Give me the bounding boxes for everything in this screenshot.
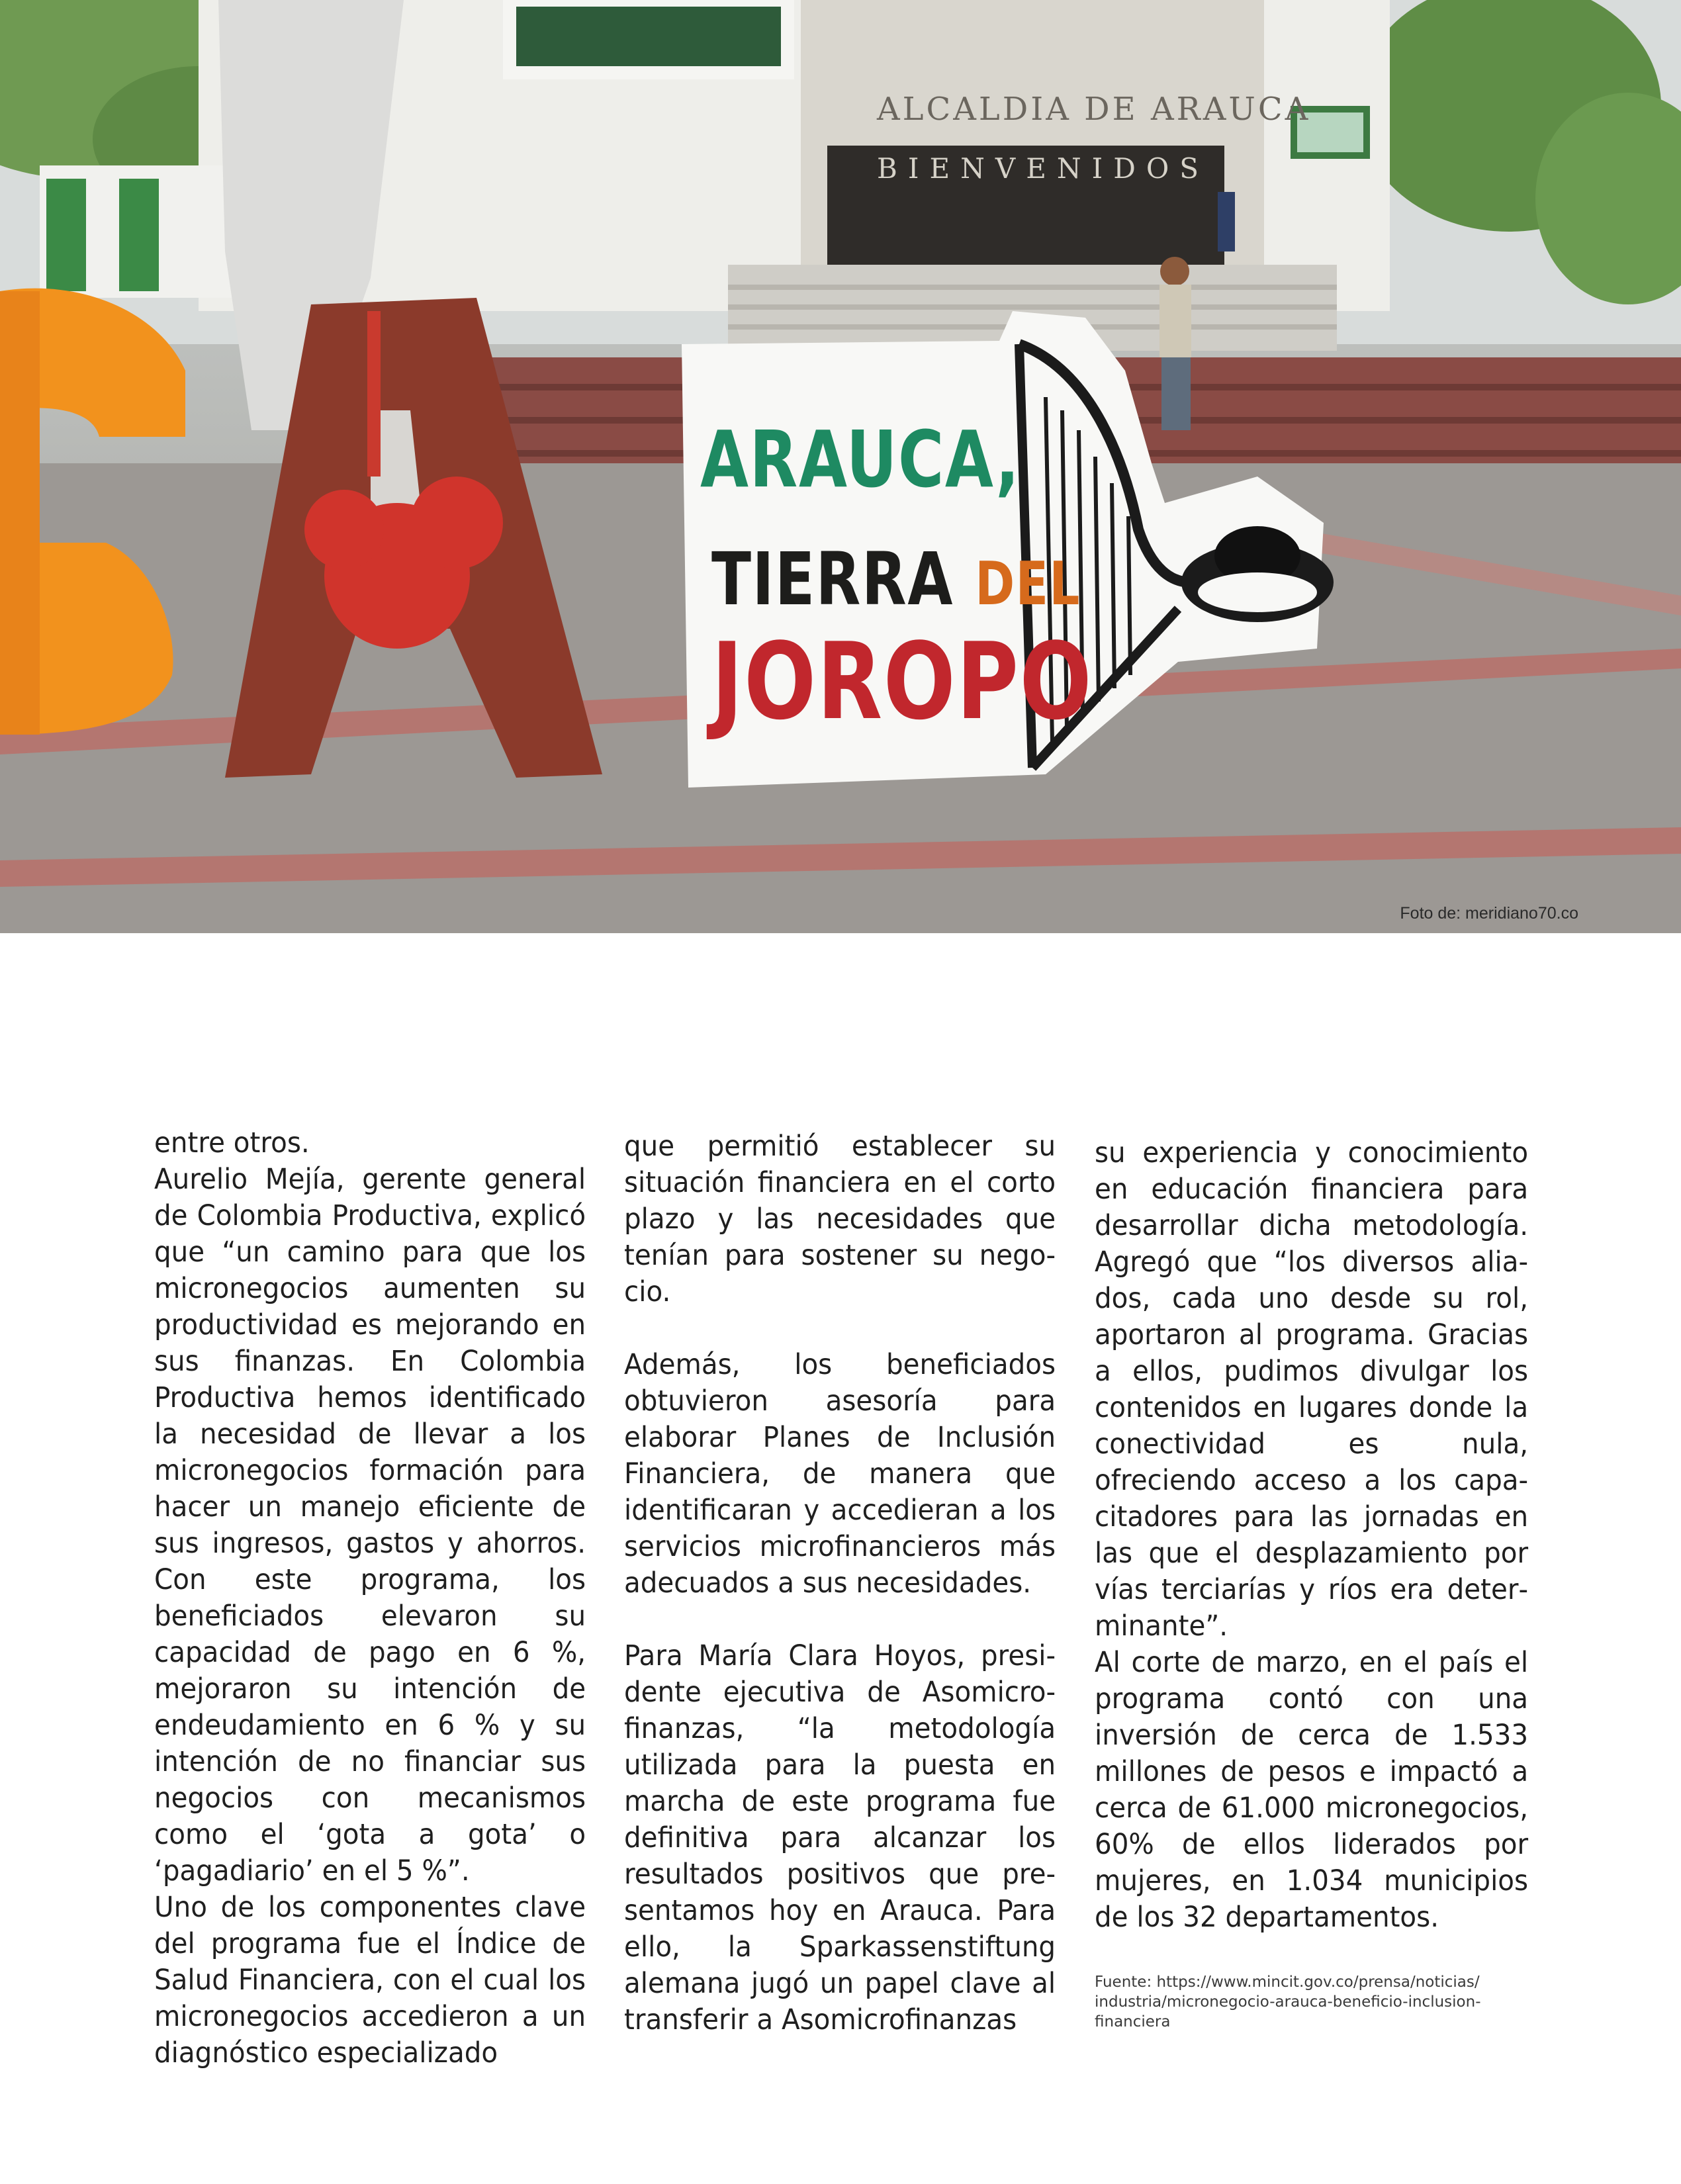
sign-word-tierra: TIERRA [711, 537, 976, 621]
source-line: financiera [1095, 2013, 1171, 2030]
paragraph: Uno de los componentes clave del programa fue el Índice de Salud Financiera, con el cual los micronegocios accedieron a un diagnóstico especializado [154, 1891, 586, 2070]
article-photo [0, 0, 1681, 933]
sign-line-arauca: ARAUCA, [700, 414, 1021, 505]
sign-line-tierra [711, 537, 1081, 621]
article-column-3 [1095, 1135, 1528, 1936]
building-sign: ALCALDIA DE ARAUCA [877, 91, 1311, 128]
paragraph: Además, los beneficiados obtuvieron asesoría para elaborar Planes de Inclusión Financiera, de manera que identificaran y accedieran a los servicios microfinancieros más adecuados a sus necesidades. [624, 1348, 1056, 1600]
paragraph: entre otros. [154, 1126, 310, 1160]
source-note [1095, 1972, 1525, 2032]
source-line: Fuente: https://www.mincit.gov.co/prensa/noticias/ [1095, 1974, 1480, 1991]
sign-line-joropo: JOROPO [711, 619, 1093, 743]
article-column-1 [154, 1125, 586, 2071]
paragraph: Aurelio Mejía, gerente general de Colombia Productiva, explicó que “un camino para que los micronegocios aumenten su productividad es mejorando en sus finanzas. En Colombia Productiva hemos identificado la necesidad de llevar a los micronegocios formación para hacer un manejo eficiente de sus ingresos, gastos y ahorros. Con este programa, los beneficiados elevaron su capacidad de pago en 6 %, mejoraron su intención de endeudamiento en 6 % y su intención de no financiar sus negocios con mecanismos como el ‘gota a gota’ o ‘pagadiario’ en el 5 %”. [154, 1163, 586, 1888]
paragraph: que permitió establecer su situación financiera en el corto plazo y las necesidades que tenían para sostener su negocio. [624, 1130, 1056, 1308]
paragraph: su experiencia y conocimiento en educación financiera para desarrollar dicha metodología. Agregó que “los diversos aliados, cada uno desde su rol, aportaron al programa. Gracias a ellos, pudimos divulgar los contenidos en lugares donde la conectividad es nula, ofreciendo acceso a los capacitadores para las jornadas en las que el desplazamiento por vías terciarías y ríos era determinante”. [1095, 1136, 1529, 1643]
building-welcome-sign: BIENVENIDOS [877, 152, 1210, 185]
sign-word-del: DEL [975, 549, 1081, 619]
source-line: industria/micronegocio-arauca-beneficio-inclusion- [1095, 1993, 1481, 2011]
paragraph: Para María Clara Hoyos, presidente ejecutiva de Asomicrofinanzas, “la metodología utilizada para la puesta en marcha de este programa fue definitiva para alcanzar los resultados positivos que presentamos hoy en Arauca. Para ello, la Sparkassenstiftung alemana jugó un papel clave al transferir a Asomicrofinanzas [624, 1639, 1056, 2036]
paragraph: Al corte de marzo, en el país el programa contó con una inversión de cerca de 1.533 millones de pesos e impactó a cerca de 61.000 micronegocios, 60% de ellos liderados por mujeres, en 1.034 municipios de los 32 departamentos. [1095, 1646, 1529, 1934]
photo-credit: Foto de: meridiano70.co [1400, 904, 1578, 923]
article-column-2 [624, 1128, 1056, 2038]
